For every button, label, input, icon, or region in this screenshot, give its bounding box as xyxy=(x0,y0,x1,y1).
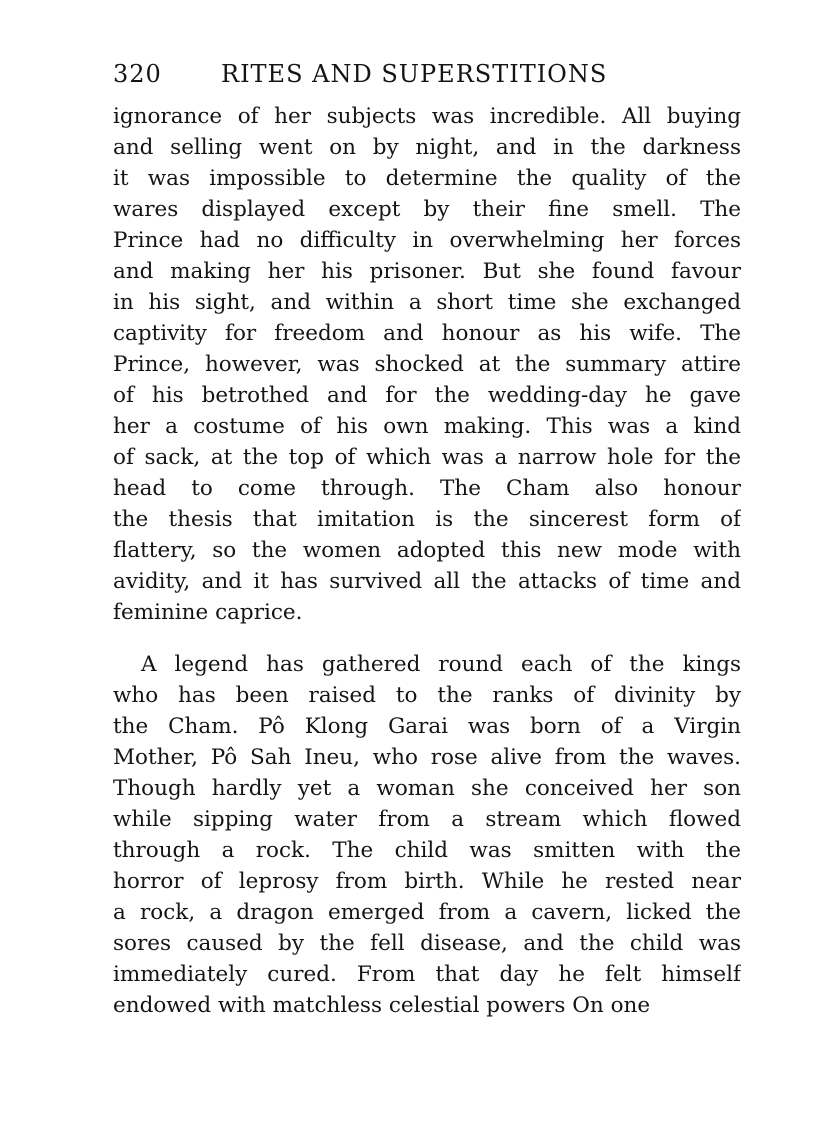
text-line: her a costume of his own making. This was a kind xyxy=(113,414,741,439)
running-head xyxy=(113,58,741,90)
text-line: of sack, at the top of which was a narrow hole for the xyxy=(113,445,741,470)
text-line: ignorance of her subjects was incredible. All buying xyxy=(113,104,741,129)
text-line: endowed with matchless celestial powers On one xyxy=(113,993,651,1018)
text-line: A legend has gathered round each of the kings xyxy=(141,652,741,677)
page-number: 320 xyxy=(113,60,162,88)
paragraph xyxy=(113,649,741,1021)
text-line: the Cham. Pô Klong Garai was born of a Virgin xyxy=(113,714,741,739)
text-line: who has been raised to the ranks of divinity by xyxy=(113,683,741,708)
text-line: avidity, and it has survived all the attacks of time and xyxy=(113,569,741,594)
text-line: in his sight, and within a short time she exchanged xyxy=(113,290,741,315)
text-line: head to come through. The Cham also honour xyxy=(113,476,741,501)
text-line: sores caused by the fell disease, and the child was xyxy=(113,931,741,956)
text-line: through a rock. The child was smitten with the xyxy=(113,838,741,863)
text-line: flattery, so the women adopted this new mode with xyxy=(113,538,741,563)
text-line: while sipping water from a stream which flowed xyxy=(113,807,741,832)
paragraph xyxy=(113,101,741,628)
text-line: feminine caprice. xyxy=(113,600,303,625)
text-line: Prince had no difficulty in overwhelming her forces xyxy=(113,228,741,253)
text-line: and making her his prisoner. But she found favour xyxy=(113,259,741,284)
text-line: the thesis that imitation is the sincerest form of xyxy=(113,507,741,532)
running-title: RITES AND SUPERSTITIONS xyxy=(221,60,608,88)
text-line: a rock, a dragon emerged from a cavern, licked the xyxy=(113,900,741,925)
text-line: Prince, however, was shocked at the summary attire xyxy=(113,352,741,377)
text-line: captivity for freedom and honour as his wife. The xyxy=(113,321,741,346)
text-line: Mother, Pô Sah Ineu, who rose alive from the waves. xyxy=(113,745,741,770)
text-line: wares displayed except by their fine smell. The xyxy=(113,197,741,222)
text-line: and selling went on by night, and in the darkness xyxy=(113,135,741,160)
text-line: immediately cured. From that day he felt himself xyxy=(113,962,741,987)
text-line: horror of leprosy from birth. While he rested near xyxy=(113,869,741,894)
text-line: it was impossible to determine the quality of the xyxy=(113,166,741,191)
text-line: of his betrothed and for the wedding-day he gave xyxy=(113,383,741,408)
text-line: Though hardly yet a woman she conceived her son xyxy=(113,776,741,801)
